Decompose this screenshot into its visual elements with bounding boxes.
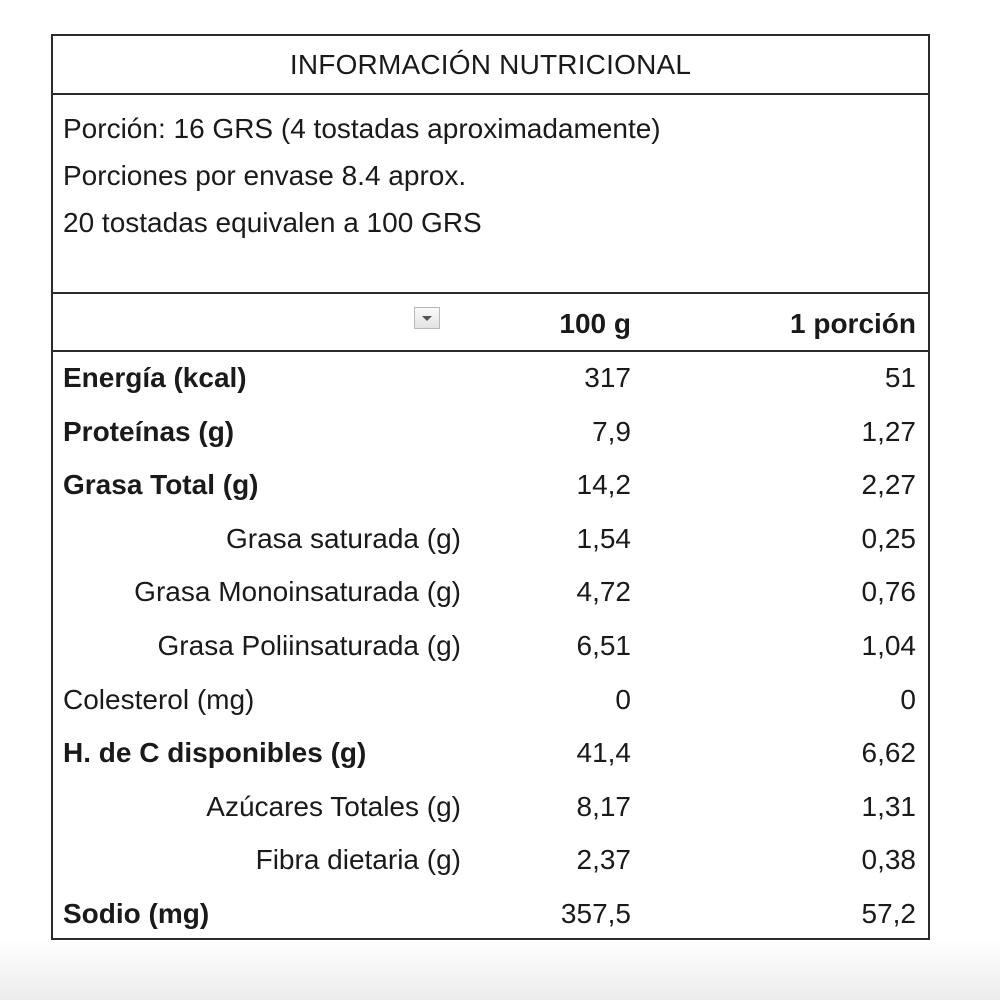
value-per-portion: 1,27 (861, 415, 916, 447)
serving-info-block (53, 93, 928, 294)
serving-size-line: Porción: 16 GRS (4 tostadas aproximadamente) (63, 113, 661, 144)
value-per-100g: 41,4 (576, 737, 631, 769)
background-shadow (0, 940, 1000, 1000)
table-row (53, 620, 928, 674)
nutrient-label: Azúcares Totales (g) (206, 790, 461, 822)
nutrient-label: Grasa Total (g) (63, 469, 259, 501)
nutrient-label: Energía (kcal) (63, 362, 247, 393)
table-row (53, 888, 928, 942)
table-header-row (53, 295, 928, 352)
table-body (53, 352, 928, 942)
table-row (53, 352, 928, 406)
chevron-down-icon (415, 308, 439, 328)
nutrient-label: Grasa Poliinsaturada (g) (157, 629, 461, 661)
value-per-100g: 0 (615, 683, 631, 715)
column-header-100g: 100 g (559, 308, 631, 339)
nutrient-label: Proteínas (g) (63, 415, 235, 447)
nutrient-label: Fibra dietaria (g) (255, 844, 461, 876)
value-per-portion: 1,31 (861, 790, 916, 822)
value-per-100g: 14,2 (576, 469, 631, 501)
table-row (53, 459, 928, 513)
nutrient-label: Colesterol (mg) (63, 683, 255, 715)
value-per-100g: 7,9 (592, 415, 631, 447)
value-per-portion: 1,04 (861, 629, 916, 661)
nutrition-table (53, 295, 928, 942)
nutrient-label: H. de C disponibles (g) (63, 737, 367, 769)
filter-dropdown-button[interactable] (414, 307, 440, 329)
value-per-portion: 57,2 (861, 897, 916, 929)
table-row (53, 674, 928, 728)
value-per-100g: 2,37 (576, 844, 631, 876)
nutrient-label: Grasa Monoinsaturada (g) (134, 576, 461, 608)
nutrient-label: Sodio (mg) (63, 897, 210, 929)
value-per-portion: 6,62 (861, 737, 916, 769)
value-per-portion: 2,27 (861, 469, 916, 501)
equivalence-line: 20 tostadas equivalen a 100 GRS (63, 207, 482, 238)
value-per-portion: 0,25 (861, 522, 916, 554)
nutrition-facts-panel (51, 34, 930, 940)
table-row (53, 834, 928, 888)
panel-title: INFORMACIÓN NUTRICIONAL (53, 36, 928, 95)
table-row (53, 566, 928, 620)
value-per-portion: 0,38 (861, 844, 916, 876)
value-per-portion: 0,76 (861, 576, 916, 608)
value-per-100g: 1,54 (576, 522, 631, 554)
value-per-100g: 317 (584, 362, 631, 393)
value-per-portion: 51 (884, 362, 916, 393)
table-row (53, 727, 928, 781)
column-header-portion: 1 porción (789, 308, 916, 339)
value-per-100g: 357,5 (560, 897, 631, 929)
value-per-portion: 0 (900, 683, 916, 715)
nutrient-label: Grasa saturada (g) (226, 522, 461, 554)
table-row (53, 406, 928, 460)
value-per-100g: 8,17 (576, 790, 631, 822)
value-per-100g: 6,51 (576, 629, 631, 661)
value-per-100g: 4,72 (576, 576, 631, 608)
table-row (53, 781, 928, 835)
table-row (53, 513, 928, 567)
servings-per-container-line: Porciones por envase 8.4 aprox. (63, 160, 467, 191)
